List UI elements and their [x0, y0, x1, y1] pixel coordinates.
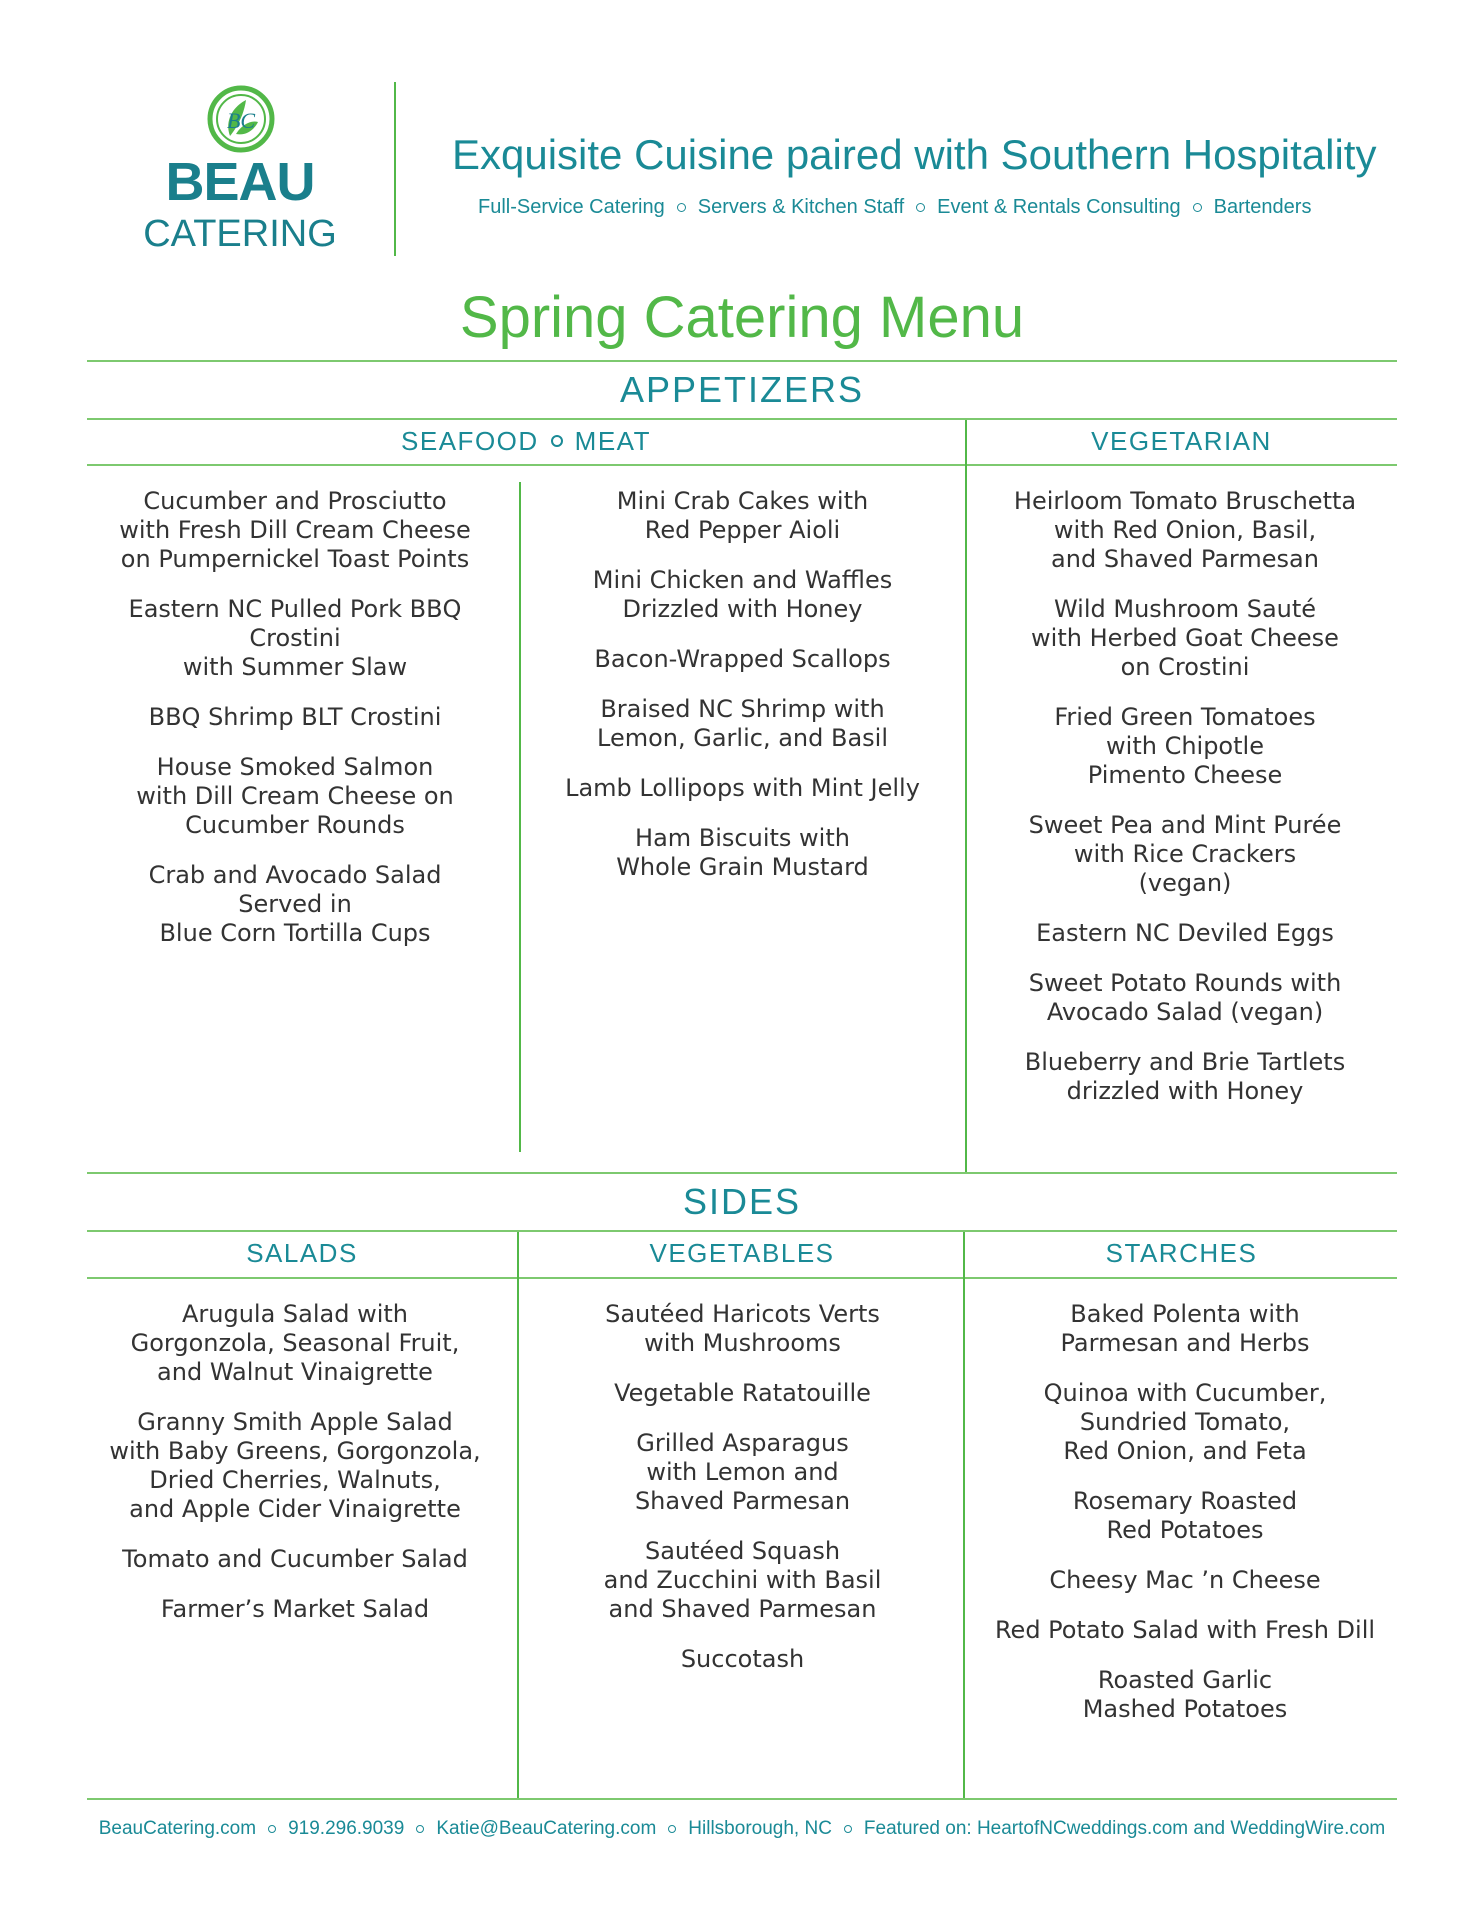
footer-location: Hillsborough, NC	[688, 1818, 832, 1839]
divider	[87, 1172, 1397, 1174]
header-divider	[394, 82, 396, 256]
divider	[87, 360, 1397, 362]
menu-item: Mini Crab Cakes with Red Pepper Aioli	[616, 487, 869, 544]
footer-email-link[interactable]: Katie@BeauCatering.com	[436, 1818, 657, 1839]
circle-separator-icon	[551, 435, 563, 447]
menu-item: Vegetable Ratatouille	[614, 1379, 871, 1407]
divider	[87, 418, 1397, 420]
service-item: Servers & Kitchen Staff	[697, 196, 905, 218]
menu-item: Red Potato Salad with Fresh Dill	[994, 1616, 1376, 1644]
circle-separator-icon	[268, 1825, 276, 1833]
circle-separator-icon	[1193, 203, 1202, 212]
circle-separator-icon	[844, 1825, 852, 1833]
circle-separator-icon	[668, 1825, 676, 1833]
starches-column	[975, 1300, 1395, 1745]
menu-item: Succotash	[680, 1645, 805, 1673]
menu-item: Cucumber and Prosciutto with Fresh Dill Cream Cheese on Pumpernickel Toast Points	[119, 487, 471, 573]
services-list	[478, 196, 1378, 219]
menu-item: Tomato and Cucumber Salad	[122, 1545, 468, 1573]
menu-title: Spring Catering Menu	[459, 285, 1025, 350]
column-divider	[965, 420, 967, 1172]
tagline: Exquisite Cuisine paired with Southern Hospitality	[452, 131, 1377, 178]
logo-name: BEAU	[165, 152, 315, 212]
seafood-label: SEAFOOD	[401, 426, 539, 456]
menu-item: BBQ Shrimp BLT Crostini	[148, 703, 442, 731]
divider	[87, 1798, 1397, 1800]
meat-column	[535, 487, 950, 903]
divider	[87, 1230, 1397, 1232]
footer-phone[interactable]: 919.296.9039	[288, 1818, 405, 1839]
appetizers-title: APPETIZERS	[619, 369, 865, 410]
footer-featured: Featured on: HeartofNCweddings.com and WeddingWire.com	[863, 1818, 1386, 1839]
leaf-monogram-icon	[206, 84, 276, 154]
menu-item: Cheesy Mac ’n Cheese	[1049, 1566, 1321, 1594]
menu-item: Farmer’s Market Salad	[160, 1595, 430, 1623]
menu-item: Grilled Asparagus with Lemon and Shaved Parmesan	[634, 1429, 851, 1515]
seafood-column	[95, 487, 495, 969]
logo	[140, 80, 340, 260]
menu-item: Sweet Potato Rounds with Avocado Salad (vegan)	[1028, 969, 1342, 1026]
footer	[87, 1818, 1397, 1840]
circle-separator-icon	[416, 1825, 424, 1833]
menu-item: Wild Mushroom Sauté with Herbed Goat Cheese on Crostini	[1031, 595, 1339, 681]
divider	[87, 1277, 1397, 1279]
menu-item: Crab and Avocado Salad Served in Blue Corn Tortilla Cups	[148, 861, 442, 947]
menu-item: Ham Biscuits with Whole Grain Mustard	[616, 824, 869, 881]
menu-item: Blueberry and Brie Tartlets drizzled with Honey	[1024, 1048, 1346, 1105]
seafood-meat-heading	[87, 424, 965, 458]
menu-item: Eastern NC Deviled Eggs	[1036, 919, 1334, 947]
column-divider	[517, 1232, 519, 1798]
service-item: Full-Service Catering	[478, 196, 665, 218]
menu-item: Sautéed Haricots Verts with Mushrooms	[605, 1300, 880, 1357]
menu-item: Braised NC Shrimp with Lemon, Garlic, and Basil	[597, 695, 888, 752]
column-divider	[519, 482, 521, 1152]
menu-item: Heirloom Tomato Bruschetta with Red Onion, Basil, and Shaved Parmesan	[1013, 487, 1357, 573]
menu-item: Lamb Lollipops with Mint Jelly	[565, 774, 920, 802]
circle-separator-icon	[677, 203, 686, 212]
column-divider	[963, 1232, 965, 1798]
menu-item: Eastern NC Pulled Pork BBQ Crostini with Summer Slaw	[128, 595, 462, 681]
vegetarian-heading: VEGETARIAN	[1091, 426, 1272, 456]
vegetables-column	[535, 1300, 950, 1695]
salads-heading: SALADS	[246, 1238, 358, 1268]
menu-item: Granny Smith Apple Salad with Baby Greens, Gorgonzola, Dried Cherries, Walnuts, and Apple Cider Vinaigrette	[109, 1408, 481, 1523]
menu-item: Mini Chicken and Waffles Drizzled with Honey	[592, 566, 893, 623]
menu-item: Quinoa with Cucumber, Sundried Tomato, Red Onion, and Feta	[1043, 1379, 1327, 1465]
menu-item: Sweet Pea and Mint Purée with Rice Crackers (vegan)	[1028, 811, 1342, 897]
menu-item: Sautéed Squash and Zucchini with Basil and Shaved Parmesan	[603, 1537, 882, 1623]
menu-item: Arugula Salad with Gorgonzola, Seasonal Fruit, and Walnut Vinaigrette	[130, 1300, 460, 1386]
sides-title: SIDES	[682, 1181, 802, 1222]
meat-label: MEAT	[574, 426, 651, 456]
vegetarian-column	[975, 487, 1395, 1127]
menu-item: Roasted Garlic Mashed Potatoes	[1082, 1666, 1288, 1723]
footer-website-link[interactable]: BeauCatering.com	[98, 1818, 257, 1839]
logo-monogram: BC	[226, 108, 256, 133]
logo-sub: CATERING	[143, 213, 337, 255]
service-item: Event & Rentals Consulting	[937, 196, 1181, 218]
menu-item: Fried Green Tomatoes with Chipotle Pimento Cheese	[1054, 703, 1316, 789]
menu-item: Baked Polenta with Parmesan and Herbs	[1060, 1300, 1310, 1357]
starches-heading: STARCHES	[1105, 1238, 1258, 1268]
vegetables-heading: VEGETABLES	[649, 1238, 835, 1268]
menu-item: Bacon-Wrapped Scallops	[594, 645, 891, 673]
circle-separator-icon	[916, 203, 925, 212]
menu-item: Rosemary Roasted Red Potatoes	[1072, 1487, 1298, 1544]
salads-column	[95, 1300, 495, 1645]
divider	[87, 464, 1397, 466]
menu-item: House Smoked Salmon with Dill Cream Cheese on Cucumber Rounds	[136, 753, 454, 839]
service-item: Bartenders	[1213, 196, 1312, 218]
